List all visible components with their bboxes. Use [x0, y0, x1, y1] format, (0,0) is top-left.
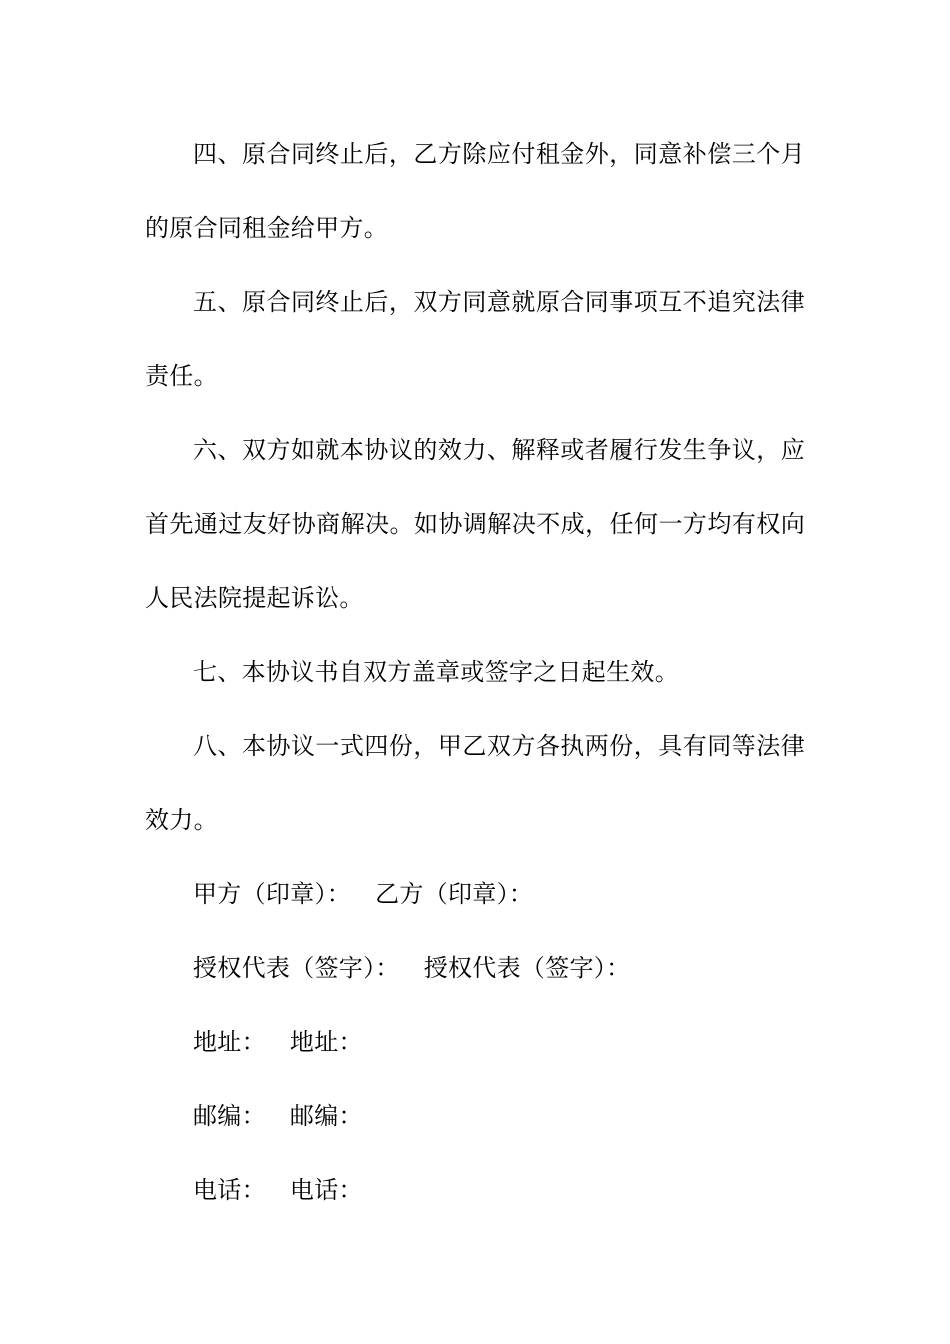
party-b-seal-label: 乙方（印章）：: [375, 880, 534, 908]
signature-seal-line: [193, 857, 533, 931]
clause-eight: 八、本协议一式四份，甲乙双方各执两份，具有同等法律效力。: [145, 732, 805, 834]
party-a-rep-label: 授权代表（签字）：: [193, 954, 400, 982]
party-b-address-label: 地址：: [289, 1028, 363, 1056]
party-b-rep-label: 授权代表（签字）：: [423, 954, 631, 982]
clause-seven: 七、本协议书自双方盖章或签字之日起生效。: [193, 658, 679, 686]
party-b-postcode-label: 邮编：: [289, 1102, 363, 1130]
party-a-postcode-label: 邮编：: [193, 1102, 266, 1130]
signature-representative-line: [193, 931, 630, 1005]
party-b-phone-label: 电话：: [289, 1176, 363, 1204]
party-a-phone-label: 电话：: [193, 1176, 266, 1204]
party-a-seal-label: 甲方（印章）：: [193, 880, 352, 908]
signature-postcode-line: [193, 1079, 363, 1153]
party-a-address-label: 地址：: [193, 1028, 266, 1056]
clause-five: 五、原合同终止后，双方同意就原合同事项互不追究法律责任。: [145, 288, 805, 390]
signature-phone-line: [193, 1153, 363, 1227]
signature-address-line: [193, 1005, 363, 1079]
clause-four: 四、原合同终止后，乙方除应付租金外，同意补偿三个月的原合同租金给甲方。: [145, 140, 805, 242]
clause-six: 六、双方如就本协议的效力、解释或者履行发生争议，应首先通过友好协商解决。如协调解决不成，任何一方均有权向人民法院提起诉讼。: [145, 436, 805, 612]
